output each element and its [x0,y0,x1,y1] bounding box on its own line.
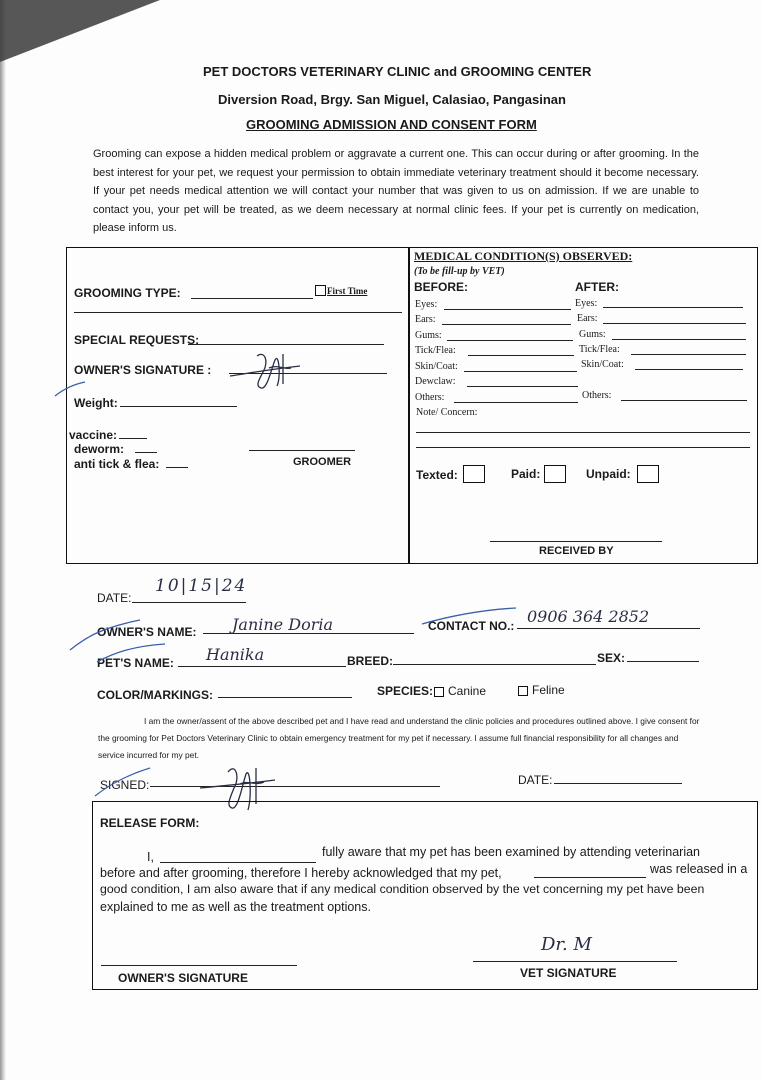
pet-name-tick-mark [95,640,175,670]
intro-paragraph: Grooming can expose a hidden medical problem or aggravate a current one. This can occur during or after grooming. In the best interest for your pet, we request your permission to obtain immediate veterinary treatment should it become necessary. If your pet needs medical attention we will contact your number that was given to us on admission. If we are unable to contact you, your pet will be treated, as we deem necessary at normal clinic fees. If your pet is currently on medication, please inform us. [93,148,699,235]
received-by-line[interactable] [490,541,662,542]
breed-label: BREED: [347,654,394,668]
pet-name-handwritten: Hanika [206,645,265,664]
vet-signature-label: VET SIGNATURE [520,966,617,980]
before-gums: Gums: [415,330,442,341]
before-skin-line[interactable] [464,371,577,372]
weight-label: Weight: [74,396,118,410]
after-ears: Ears: [577,313,598,324]
deworm-line[interactable] [135,452,157,453]
after-label: AFTER: [575,280,619,294]
release-i: I, [147,850,154,864]
owner-name-label: OWNER'S NAME: [97,625,197,639]
before-gums-line[interactable] [447,340,573,341]
deworm-label: deworm: [74,442,125,456]
species-feline[interactable] [518,683,565,697]
date-label: DATE: [97,591,132,605]
sex-label: SEX: [597,651,626,665]
release-line3: good condition, I am also aware that if any medical condition observed by the vet concerning my pet have been [100,882,705,896]
before-others-line[interactable] [454,402,578,403]
date-line[interactable] [132,602,246,603]
after-eyes: Eyes: [575,298,598,309]
release-form-title: RELEASE FORM: [100,816,200,830]
release-line2: before and after grooming, therefore I hereby acknowledged that my pet, [100,866,502,880]
release-pet-line[interactable] [534,877,646,878]
note-line-1[interactable] [416,432,750,433]
after-others-line[interactable] [621,400,747,401]
vet-handwritten-signature: Dr. M [541,934,592,955]
species-label: SPECIES: [377,684,434,698]
after-gums: Gums: [579,329,606,340]
before-ears: Ears: [415,314,436,325]
feline-label: Feline [532,683,565,697]
before-tick-line[interactable] [468,355,574,356]
form-title: GROOMING ADMISSION AND CONSENT FORM [246,117,537,132]
color-markings-line[interactable] [218,697,352,698]
contact-tick-mark [420,604,520,629]
release-line1: fully aware that my pet has been examined by attending veterinarian [322,845,701,859]
medical-title: MEDICAL CONDITION(S) OBSERVED: [414,249,633,263]
vet-signature-line[interactable] [473,961,677,962]
breed-line[interactable] [393,664,596,665]
sex-line[interactable] [627,661,699,662]
grooming-type-label: GROOMING TYPE: [74,286,181,300]
before-dewclaw-line[interactable] [467,386,578,387]
before-eyes-line[interactable] [444,309,571,310]
groomer-label: GROOMER [293,456,352,468]
groomer-line[interactable] [249,450,355,451]
before-skin: Skin/Coat: [415,361,458,372]
texted-checkbox[interactable] [463,465,485,483]
note-line-2[interactable] [416,447,750,448]
owner-signature-scribble [225,348,305,393]
signed-date-label: DATE: [518,773,553,787]
first-time-label: First Time [327,286,368,296]
canine-label: Canine [448,684,487,698]
clinic-address: Diversion Road, Brgy. San Miguel, Calasiao, Pangasinan [218,92,566,107]
release-line2b: was released in a [650,862,748,876]
after-tick-line[interactable] [631,354,746,355]
after-skin-line[interactable] [635,369,743,370]
before-dewclaw: Dewclaw: [415,376,456,387]
before-tick: Tick/Flea: [415,345,456,356]
unpaid-checkbox[interactable] [637,465,659,483]
canine-checkbox[interactable] [434,687,444,697]
signed-date-line[interactable] [554,783,682,784]
before-eyes: Eyes: [415,299,438,310]
box-divider [408,247,410,563]
color-markings-label: COLOR/MARKINGS: [97,688,213,702]
medical-subtitle: (To be fill-up by VET) [414,266,505,277]
before-ears-line[interactable] [442,324,571,325]
vaccine-label: vaccine: [69,428,118,442]
paid-checkbox[interactable] [544,465,566,483]
special-requests-label: SPECIAL REQUESTS: [74,333,200,347]
species-canine[interactable] [434,684,486,698]
weight-line[interactable] [120,406,237,407]
pet-name-label: PET'S NAME: [97,656,174,670]
after-others: Others: [582,390,612,401]
owner-signature-label: OWNER'S SIGNATURE : [74,363,212,377]
owner-release-signature-label: OWNER'S SIGNATURE [118,971,248,985]
unpaid-label: Unpaid: [586,467,631,481]
contact-handwritten: 0906 364 2852 [527,607,650,626]
after-skin: Skin/Coat: [581,359,624,370]
vaccine-line[interactable] [119,438,147,439]
grooming-type-line-2[interactable] [74,312,402,313]
received-by-label: RECEIVED BY [539,545,614,557]
pet-name-line[interactable] [178,666,346,667]
anti-tick-line[interactable] [166,467,188,468]
before-label: BEFORE: [414,280,468,294]
feline-checkbox[interactable] [518,686,528,696]
texted-label: Texted: [416,468,458,482]
clinic-name: PET DOCTORS VETERINARY CLINIC and GROOMING CENTER [203,64,592,79]
before-others: Others: [415,392,445,403]
contact-label: CONTACT NO.: [428,619,515,633]
release-name-line[interactable] [160,862,316,863]
after-gums-line[interactable] [612,339,746,340]
paid-label: Paid: [511,467,541,481]
signed-label: SIGNED: [100,778,150,792]
date-handwritten: 10|15|24 [155,576,248,596]
owner-name-handwritten: Janine Doria [232,615,333,634]
after-eyes-line[interactable] [603,307,743,308]
after-tick: Tick/Flea: [579,344,620,355]
anti-tick-label: anti tick & flea: [74,457,160,471]
owner-release-signature-line[interactable] [101,965,297,966]
special-requests-line[interactable] [188,344,384,345]
consent-paragraph: I am the owner/assent of the above described pet and I have read and understand the clinic policies and procedures outlined above. I give consent for the grooming for Pet Doctors Veterinary Clinic to obtain emergency treatment for my pet if necessary. I assume full financial responsibility for all changes and service incurred for my pet. [98,716,700,760]
contact-line[interactable] [517,628,700,629]
release-line4: explained to me as well as the treatment options. [100,900,371,914]
scan-edge-shadow [0,0,6,1080]
scan-corner-shadow [0,0,160,62]
first-time-checkbox[interactable] [315,285,326,296]
note-concern-label: Note/ Concern: [416,407,478,418]
after-ears-line[interactable] [603,323,746,324]
grooming-type-line[interactable] [191,298,313,299]
